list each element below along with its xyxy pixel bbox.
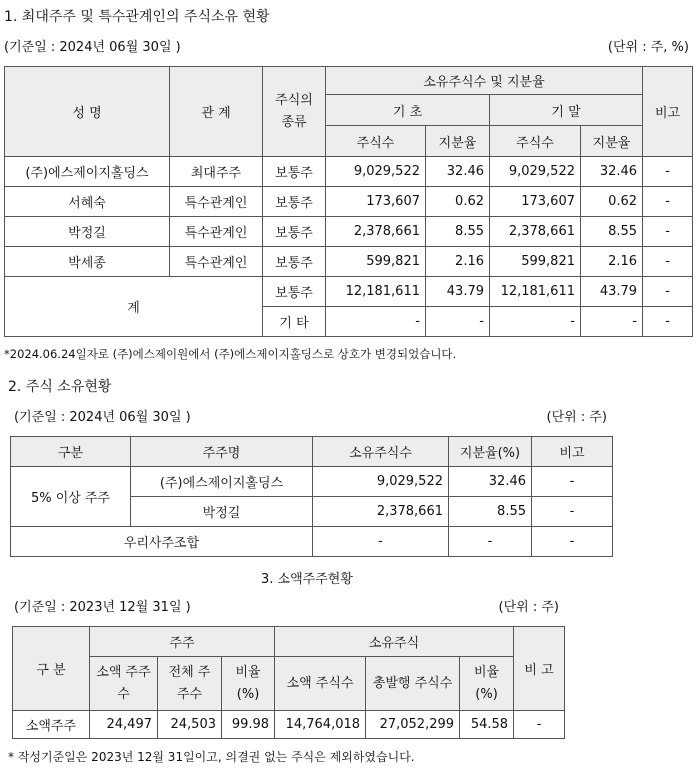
header-stock-type: 주식의 종류 — [263, 67, 326, 157]
cell-remark: - — [514, 711, 565, 739]
cell-remark: - — [643, 217, 693, 247]
cell-begin-ratio: 2.16 — [426, 247, 490, 277]
cell-end-ratio: 0.62 — [581, 187, 643, 217]
cell-relation: 특수관계인 — [170, 187, 263, 217]
cell-ratio: 32.46 — [449, 467, 532, 497]
cell-category: 소액주주 — [13, 711, 90, 739]
cell-holder: 박정길 — [131, 497, 313, 527]
cell-end-shares: 173,607 — [490, 187, 581, 217]
total-row-common — [5, 277, 693, 307]
cell-end-shares: - — [490, 307, 581, 337]
cell-type: 기 타 — [263, 307, 326, 337]
cell-begin-shares: 12,181,611 — [326, 277, 426, 307]
cell-end-shares: 12,181,611 — [490, 277, 581, 307]
table-row — [5, 187, 693, 217]
cell-total-holders: 24,503 — [158, 711, 222, 739]
cell-end-shares: 9,029,522 — [490, 157, 581, 187]
cell-issued-shares: 27,052,299 — [366, 711, 460, 739]
cell-shares: - — [313, 527, 449, 557]
header-end: 기 말 — [490, 95, 643, 126]
cell-name: (주)에스제이지홀딩스 — [5, 157, 170, 187]
cell-shares: 9,029,522 — [313, 467, 449, 497]
header-end-ratio: 지분율 — [581, 126, 643, 157]
section1-title: 1. 최대주주 및 특수관계인의 주식소유 현황 — [4, 9, 270, 25]
header-relation: 관 계 — [170, 67, 263, 157]
table-row — [13, 711, 565, 739]
cell-type: 보통주 — [263, 277, 326, 307]
cell-remark: - — [532, 497, 613, 527]
section3-title: 3. 소액주주현황 — [261, 572, 353, 587]
cell-end-ratio: 32.46 — [581, 157, 643, 187]
header-minor-holders: 소액 주주수 — [90, 657, 158, 711]
table-row — [5, 217, 693, 247]
header-begin: 기 초 — [326, 95, 490, 126]
header-begin-ratio: 지분율 — [426, 126, 490, 157]
cell-remark: - — [532, 467, 613, 497]
header-issued-shares: 총발행 주식수 — [366, 657, 460, 711]
cell-end-shares: 2,378,661 — [490, 217, 581, 247]
total-label: 계 — [5, 277, 263, 337]
cell-end-ratio: 2.16 — [581, 247, 643, 277]
cell-relation: 최대주주 — [170, 157, 263, 187]
cell-name: 서혜숙 — [5, 187, 170, 217]
cell-remark: - — [643, 307, 693, 337]
cell-share-ratio: 54.58 — [460, 711, 514, 739]
header-end-shares: 주식수 — [490, 126, 581, 157]
header-stock: 소유주식 — [275, 627, 514, 657]
section3-note: * 작성기준일은 2023년 12월 31일이고, 의결권 없는 주식은 제외하였습니다. — [8, 750, 415, 764]
section2-unit: (단위 : 주) — [546, 410, 607, 425]
cell-begin-ratio: 8.55 — [426, 217, 490, 247]
header-holder: 주주명 — [131, 437, 313, 467]
section3-base-date: (기준일 : 2023년 12월 31일 ) — [14, 600, 191, 615]
cell-type: 보통주 — [263, 247, 326, 277]
header-remark: 비고 — [532, 437, 613, 467]
cell-remark: - — [643, 157, 693, 187]
cell-minor-holders: 24,497 — [90, 711, 158, 739]
cell-begin-shares: 173,607 — [326, 187, 426, 217]
cell-remark: - — [532, 527, 613, 557]
cell-relation: 특수관계인 — [170, 247, 263, 277]
header-shares: 소유주식수 — [313, 437, 449, 467]
cell-ratio: 8.55 — [449, 497, 532, 527]
major-shareholder-table — [4, 66, 693, 337]
cell-holder-ratio: 99.98 — [222, 711, 275, 739]
cell-holder: (주)에스제이지홀딩스 — [131, 467, 313, 497]
header-category: 구 분 — [13, 627, 90, 711]
cell-shares: 2,378,661 — [313, 497, 449, 527]
cell-begin-shares: 2,378,661 — [326, 217, 426, 247]
cell-begin-ratio: - — [426, 307, 490, 337]
section1-unit: (단위 : 주, %) — [607, 40, 689, 55]
cell-type: 보통주 — [263, 157, 326, 187]
cell-begin-shares: 599,821 — [326, 247, 426, 277]
header-begin-shares: 주식수 — [326, 126, 426, 157]
table-row — [11, 467, 613, 497]
shareholding-table — [10, 436, 613, 557]
cell-remark: - — [643, 247, 693, 277]
cell-begin-ratio: 0.62 — [426, 187, 490, 217]
cell-remark: - — [643, 277, 693, 307]
section2-title: 2. 주식 소유현황 — [8, 379, 112, 395]
header-holder-ratio: 비율 (%) — [222, 657, 275, 711]
esop-label: 우리사주조합 — [11, 527, 313, 557]
cell-type: 보통주 — [263, 187, 326, 217]
cell-end-shares: 599,821 — [490, 247, 581, 277]
cell-remark: - — [643, 187, 693, 217]
section1-note: *2024.06.24일자로 (주)에스제이원에서 (주)에스제이지홀딩스로 상호가 변경되었습니다. — [4, 347, 457, 361]
cell-relation: 특수관계인 — [170, 217, 263, 247]
cell-ratio: - — [449, 527, 532, 557]
header-holders: 주주 — [90, 627, 275, 657]
esop-row — [11, 527, 613, 557]
table-row — [5, 157, 693, 187]
cell-begin-shares: 9,029,522 — [326, 157, 426, 187]
section1-base-date: (기준일 : 2024년 06월 30일 ) — [4, 40, 181, 55]
header-name: 성 명 — [5, 67, 170, 157]
table-row — [5, 247, 693, 277]
header-minor-shares: 소액 주식수 — [275, 657, 366, 711]
cell-name: 박세종 — [5, 247, 170, 277]
section3-unit: (단위 : 주) — [498, 600, 559, 615]
section2-base-date: (기준일 : 2024년 06월 30일 ) — [14, 410, 191, 425]
header-remark: 비 고 — [514, 627, 565, 711]
header-ratio: 지분율(%) — [449, 437, 532, 467]
cell-end-ratio: 8.55 — [581, 217, 643, 247]
header-remark: 비고 — [643, 67, 693, 157]
header-share-ratio: 비율 (%) — [460, 657, 514, 711]
category-5pct: 5% 이상 주주 — [11, 467, 131, 527]
cell-begin-shares: - — [326, 307, 426, 337]
cell-begin-ratio: 32.46 — [426, 157, 490, 187]
cell-end-ratio: 43.79 — [581, 277, 643, 307]
cell-end-ratio: - — [581, 307, 643, 337]
cell-begin-ratio: 43.79 — [426, 277, 490, 307]
minor-shareholder-table — [12, 626, 565, 739]
cell-minor-shares: 14,764,018 — [275, 711, 366, 739]
header-holdings: 소유주식수 및 지분율 — [326, 67, 643, 95]
cell-type: 보통주 — [263, 217, 326, 247]
header-category: 구분 — [11, 437, 131, 467]
cell-name: 박정길 — [5, 217, 170, 247]
header-total-holders: 전체 주주수 — [158, 657, 222, 711]
